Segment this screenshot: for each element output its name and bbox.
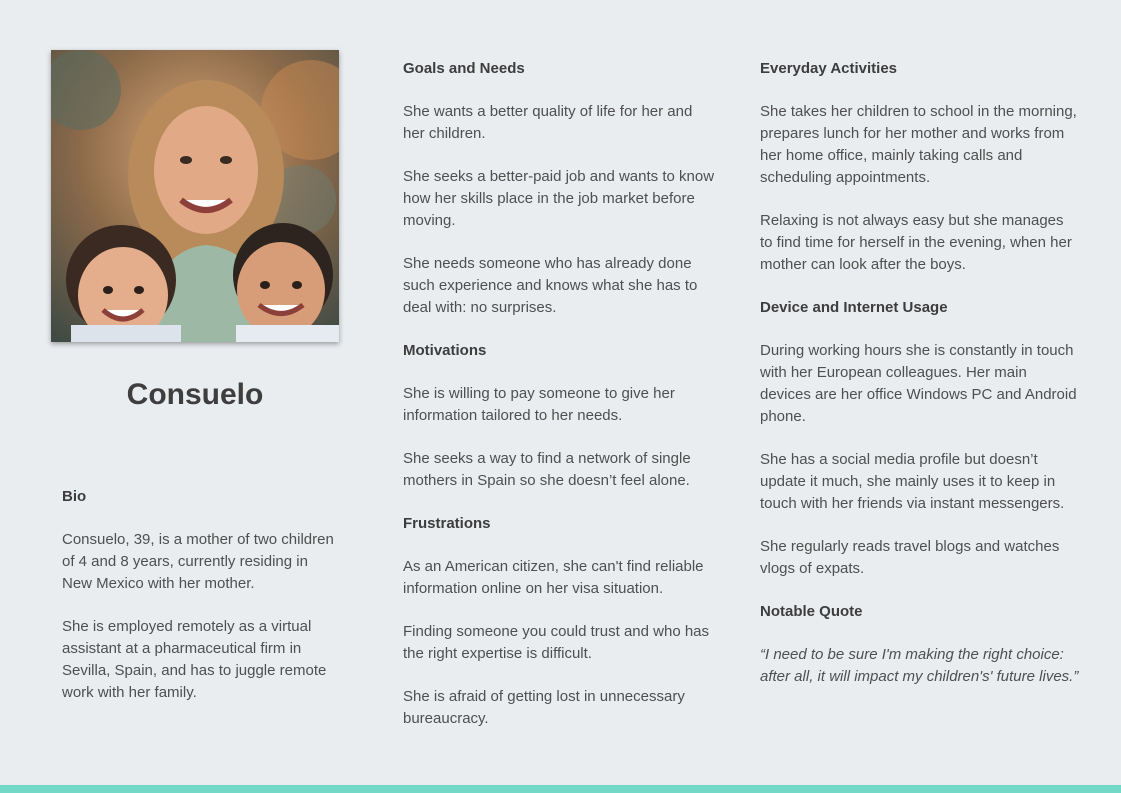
goals-paragraph: She seeks a better-paid job and wants to know how her skills place in the job market before moving.	[403, 168, 715, 229]
accent-bar	[0, 785, 1121, 793]
frustrations-paragraph: Finding someone you could trust and who has the right expertise is difficult.	[403, 623, 710, 662]
bio-paragraph: Consuelo, 39, is a mother of two children of 4 and 8 years, currently residing in New Mexico with her mother.	[62, 531, 334, 592]
bio-section	[62, 486, 342, 725]
activities-section	[760, 58, 1080, 276]
bio-heading: Bio	[62, 488, 87, 505]
frustrations-paragraph: As an American citizen, she can't find reliable information online on her visa situation.	[403, 558, 704, 597]
quote-heading: Notable Quote	[760, 603, 863, 620]
devices-paragraph: She has a social media profile but doesn’t update it much, she mainly uses it to keep in touch with her friends via instant messengers.	[760, 451, 1065, 512]
motivations-heading: Motivations	[403, 342, 487, 359]
middle-column	[403, 58, 718, 751]
activities-paragraph: She takes her children to school in the morning, prepares lunch for her mother and works from her home office, mainly taking calls and scheduling appointments.	[760, 103, 1077, 186]
right-column	[760, 58, 1080, 709]
frustrations-heading: Frustrations	[403, 515, 491, 532]
bio-paragraph: She is employed remotely as a virtual assistant at a pharmaceutical firm in Sevilla, Spain, and has to juggle remote work with her family.	[62, 618, 327, 701]
motivations-paragraph: She seeks a way to find a network of single mothers in Spain so she doesn’t feel alone.	[403, 450, 691, 489]
motivations-paragraph: She is willing to pay someone to give her information tailored to her needs.	[403, 385, 675, 424]
persona-name: Consuelo	[126, 378, 264, 411]
quote-text: “I need to be sure I'm making the right choice: after all, it will impact my children's' future lives.”	[760, 646, 1079, 685]
activities-heading: Everyday Activities	[760, 60, 898, 77]
devices-paragraph: During working hours she is constantly in touch with her European colleagues. Her main devices are her office Windows PC and Android phone.	[760, 342, 1077, 425]
motivations-section	[403, 340, 718, 492]
frustrations-paragraph: She is afraid of getting lost in unnecessary bureaucracy.	[403, 688, 685, 727]
devices-heading: Device and Internet Usage	[760, 299, 948, 316]
devices-section	[760, 297, 1080, 580]
frustrations-section	[403, 513, 718, 730]
goals-paragraph: She wants a better quality of life for her and her children.	[403, 103, 693, 142]
persona-photo	[51, 50, 339, 342]
devices-paragraph: She regularly reads travel blogs and watches vlogs of expats.	[760, 538, 1060, 577]
goals-heading: Goals and Needs	[403, 60, 525, 77]
goals-paragraph: She needs someone who has already done such experience and knows what she has to deal with: no surprises.	[403, 255, 698, 316]
activities-paragraph: Relaxing is not always easy but she manages to find time for herself in the evening, when her mother can look after the boys.	[760, 212, 1072, 273]
goals-section	[403, 58, 718, 319]
quote-section	[760, 601, 1080, 688]
